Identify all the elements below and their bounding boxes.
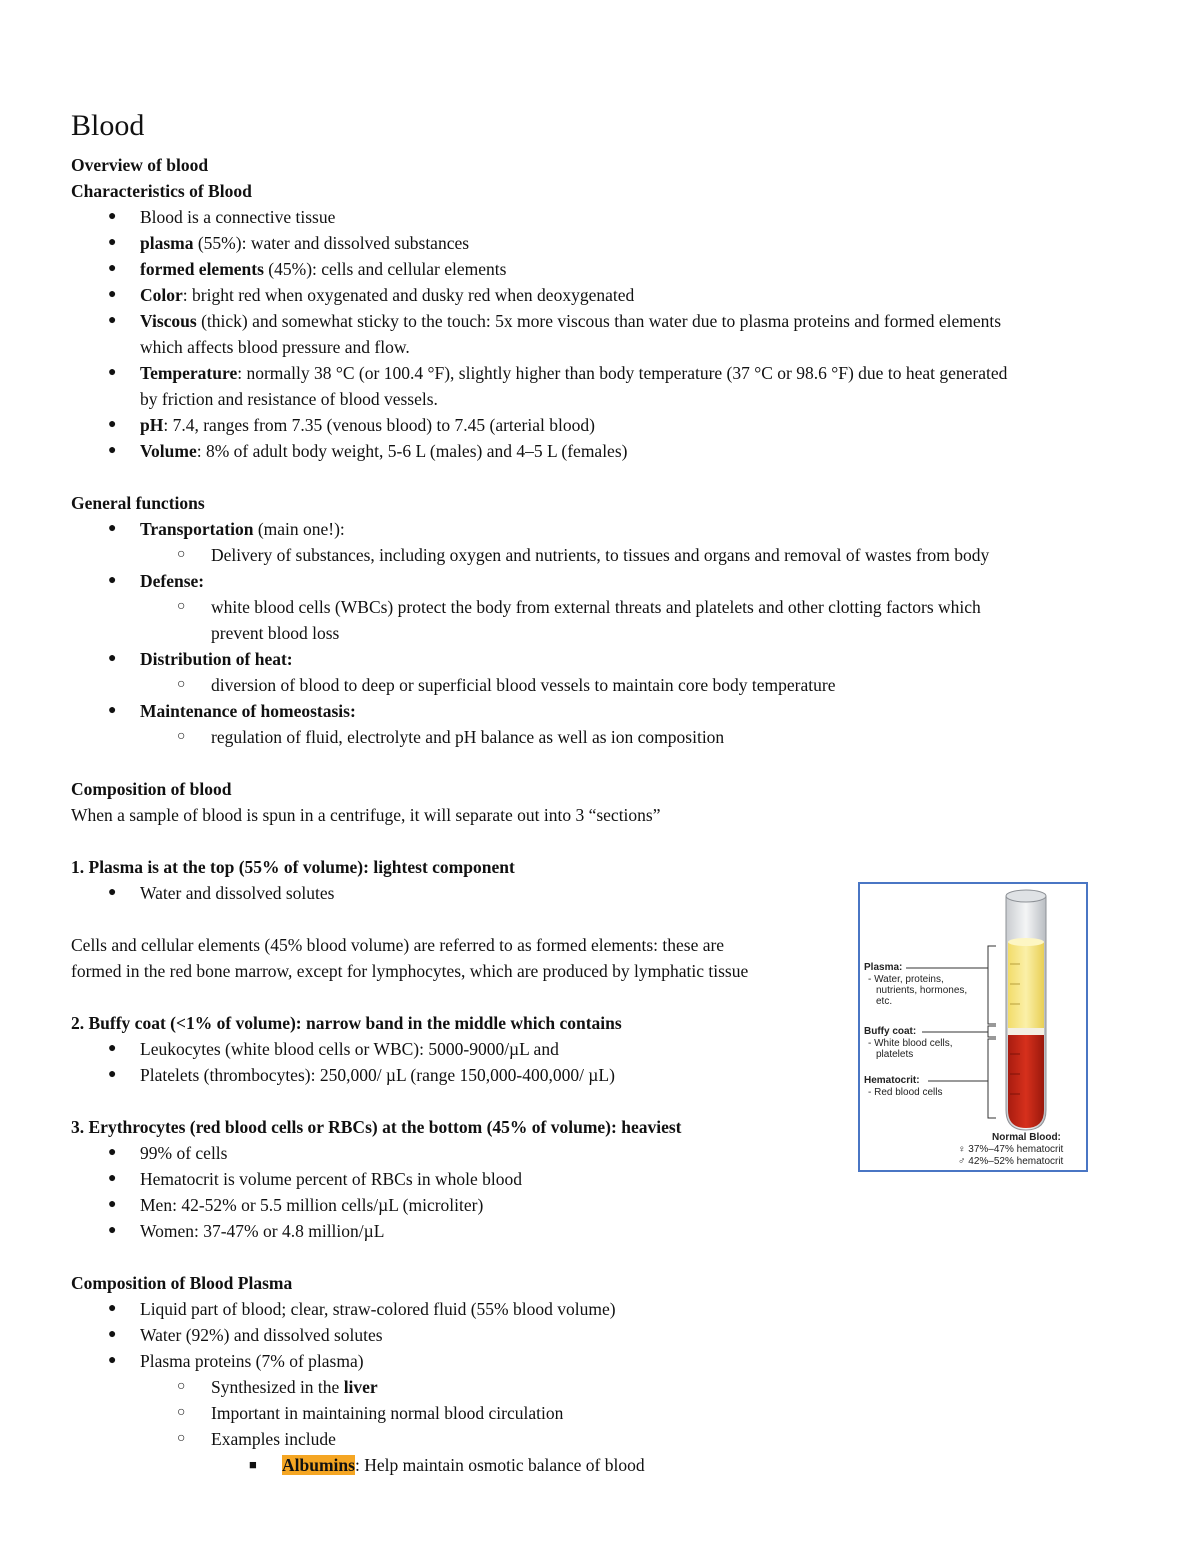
circle-bullet-icon: ○: [177, 547, 186, 562]
figure-male-range: ♂ 42%–52% hematocrit: [958, 1156, 1064, 1167]
characteristics-heading: Characteristics of Blood: [71, 181, 252, 201]
list-item: ● Transportation (main one!):: [71, 516, 1131, 542]
figure-female-range: ♀ 37%–47% hematocrit: [958, 1144, 1064, 1155]
bullet-icon: ●: [108, 313, 117, 328]
female-symbol-icon: ♀: [958, 1144, 966, 1155]
list-item: ● Water (92%) and dissolved solutes: [71, 1322, 1131, 1348]
bullet-icon: ●: [108, 1171, 117, 1186]
list-item: ● plasma (55%): water and dissolved substances: [71, 230, 1131, 256]
bullet-icon: ●: [108, 885, 117, 900]
bullet-icon: ●: [108, 417, 117, 432]
figure-plasma-label: Plasma:: [864, 962, 903, 973]
list-item: ● Distribution of heat:: [71, 646, 1131, 672]
bullet-icon: ●: [108, 1041, 117, 1056]
bullet-icon: ●: [108, 573, 117, 588]
list-item: ● 99% of cells: [71, 1140, 1131, 1166]
buffy-heading: 2. Buffy coat (<1% of volume): narrow band in the middle which contains: [71, 1013, 622, 1033]
list-item: ● Color: bright red when oxygenated and dusky red when deoxygenated: [71, 282, 1131, 308]
circle-bullet-icon: ○: [177, 599, 186, 614]
erythrocytes-heading: 3. Erythrocytes (red blood cells or RBCs) at the bottom (45% of volume): heaviest: [71, 1117, 682, 1137]
bullet-icon: ●: [108, 1301, 117, 1316]
figure-buffy-desc: - White blood cells,: [868, 1038, 953, 1049]
functions-heading: General functions: [71, 493, 205, 513]
male-symbol-icon: ♂: [958, 1156, 966, 1167]
list-item: ● pH: 7.4, ranges from 7.35 (venous blood) to 7.45 (arterial blood): [71, 412, 1131, 438]
list-item: ● Men: 42-52% or 5.5 million cells/µL (microliter): [71, 1192, 1131, 1218]
characteristics-list: [71, 204, 1131, 464]
sub-list-item: ○ Examples include: [71, 1426, 1131, 1452]
circle-bullet-icon: ○: [177, 677, 186, 692]
functions-list: [71, 516, 1131, 750]
formed-elements-paragraph-line1: Cells and cellular elements (45% blood volume) are referred to as formed elements: these are: [71, 935, 725, 955]
sub-list-item: ○ Important in maintaining normal blood circulation: [71, 1400, 1131, 1426]
list-item: ● Platelets (thrombocytes): 250,000/ µL (range 150,000-400,000/ µL): [71, 1062, 1131, 1088]
list-item: ● Temperature: normally 38 °C (or 100.4 °F), slightly higher than body temperature (37 °C or 98.6 °F) due to heat generated by friction and resistance of blood vessels.: [71, 360, 1131, 412]
page-title: Blood: [71, 109, 145, 142]
bullet-icon: ●: [108, 287, 117, 302]
figure-buffy-label: Buffy coat:: [864, 1026, 917, 1037]
bullet-icon: ●: [108, 1145, 117, 1160]
overview-heading: Overview of blood: [71, 155, 209, 175]
list-item: ● Women: 37-47% or 4.8 million/µL: [71, 1218, 1131, 1244]
circle-bullet-icon: ○: [177, 1431, 186, 1446]
sub-list-item: ○ Delivery of substances, including oxygen and nutrients, to tissues and organs and removal of wastes from body: [71, 542, 1131, 568]
bullet-icon: ●: [108, 235, 117, 250]
list-item: ● Hematocrit is volume percent of RBCs in whole blood: [71, 1166, 1131, 1192]
composition-heading: Composition of blood: [71, 779, 232, 799]
sub-list-item: ○ diversion of blood to deep or superficial blood vessels to maintain core body temperature: [71, 672, 1131, 698]
figure-plasma-desc: - Water, proteins,: [868, 974, 944, 985]
figure-plasma-desc: nutrients, hormones,: [876, 985, 968, 996]
list-item: ● Maintenance of homeostasis:: [71, 698, 1131, 724]
blood-tube-figure: [858, 882, 1088, 1172]
plasma-heading: 1. Plasma is at the top (55% of volume): lightest component: [71, 857, 515, 877]
square-bullet-icon: ■: [249, 1457, 257, 1472]
circle-bullet-icon: ○: [177, 1379, 186, 1394]
list-item: ● formed elements (45%): cells and cellular elements: [71, 256, 1131, 282]
sub-list-item: ○ white blood cells (WBCs) protect the body from external threats and platelets and other clotting factors which prevent blood loss: [71, 594, 1131, 646]
sub-sub-list-item: ■ Albumins: Help maintain osmotic balance of blood: [71, 1452, 1131, 1478]
bullet-icon: ●: [108, 365, 117, 380]
bullet-icon: ●: [108, 1197, 117, 1212]
list-item: ● Volume: 8% of adult body weight, 5-6 L (males) and 4–5 L (females): [71, 438, 1131, 464]
composition-intro: When a sample of blood is spun in a centrifuge, it will separate out into 3 “sections”: [71, 805, 661, 825]
bullet-icon: ●: [108, 1067, 117, 1082]
highlighted-term: Albumins: [282, 1455, 355, 1475]
figure-hematocrit-label: Hematocrit:: [864, 1075, 920, 1086]
list-item: ● Leukocytes (white blood cells or WBC): 5000-9000/µL and: [71, 1036, 1131, 1062]
circle-bullet-icon: ○: [177, 1405, 186, 1420]
plasma-composition-heading: Composition of Blood Plasma: [71, 1273, 293, 1293]
bullet-icon: ●: [108, 703, 117, 718]
bullet-icon: ●: [108, 521, 117, 536]
bullet-icon: ●: [108, 1327, 117, 1342]
list-item: ● Water and dissolved solutes: [71, 880, 1131, 906]
sub-list-item: ○ regulation of fluid, electrolyte and pH balance as well as ion composition: [71, 724, 1131, 750]
circle-bullet-icon: ○: [177, 729, 186, 744]
list-item: ● Plasma proteins (7% of plasma): [71, 1348, 1131, 1374]
bullet-icon: ●: [108, 209, 117, 224]
figure-buffy-desc: platelets: [876, 1049, 914, 1060]
bullet-icon: ●: [108, 1223, 117, 1238]
figure-plasma-desc: etc.: [876, 996, 893, 1007]
figure-normal-blood-label: Normal Blood:: [992, 1132, 1061, 1143]
list-item: ● Liquid part of blood; clear, straw-colored fluid (55% blood volume): [71, 1296, 1131, 1322]
formed-elements-paragraph-line2: formed in the red bone marrow, except for lymphocytes, which are produced by lymphatic tissue: [71, 961, 749, 981]
document-page: [71, 106, 1131, 1478]
bullet-icon: ●: [108, 443, 117, 458]
list-item: ● Defense:: [71, 568, 1131, 594]
list-item: ● Viscous (thick) and somewhat sticky to the touch: 5x more viscous than water due to plasma proteins and formed elements which affects blood pressure and flow.: [71, 308, 1131, 360]
bullet-icon: ●: [108, 651, 117, 666]
bullet-icon: ●: [108, 1353, 117, 1368]
sub-list-item: ○ Synthesized in the liver: [71, 1374, 1131, 1400]
bullet-icon: ●: [108, 261, 117, 276]
figure-hematocrit-desc: - Red blood cells: [868, 1087, 943, 1098]
list-item: ● Blood is a connective tissue: [71, 204, 1131, 230]
